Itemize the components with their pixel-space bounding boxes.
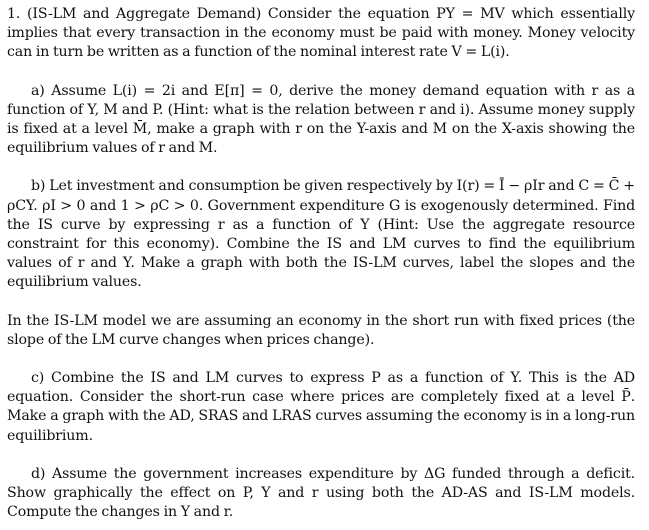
part-a: a) Assume L(i) = 2i and E[π] = 0, derive the money demand equation with r as a function of Y, M and P. (Hint: what is the relation between r and i). Assume money supply is fixed at a level M̄, make a graph with r on the Y-axis and M on the X-axis showing the equilibrium values of r and M. — [7, 82, 635, 157]
islm-note: In the IS-LM model we are assuming an economy in the short run with fixed prices (the slope of the LM curve changes when prices change). — [7, 312, 635, 348]
problem-document — [7, 5, 635, 522]
part-c: c) Combine the IS and LM curves to express P as a function of Y. This is the AD equation. Consider the short-run case where prices are completely fixed at a level P̄. Make a graph with the AD, SRAS and LRAS curves assuming the economy is in a long-run equilibrium. — [7, 370, 635, 444]
part-d: d) Assume the government increases expenditure by ΔG funded through a deficit. Show graphically the effect on P, Y and r using both the AD-AS and IS-LM models. Compute the changes in Y and r. — [7, 465, 635, 521]
problem-intro: 1. (IS-LM and Aggregate Demand) Consider the equation PY = MV which essentially implies that every transaction in the economy must be paid with money. Money velocity can in turn be written as a function of the nominal interest rate V = L(i). — [7, 6, 635, 61]
part-b: b) Let investment and consumption be given respectively by I(r) = Ī − ρIr and C = C̄ + ρCY. ρI > 0 and 1 > ρC > 0. Government expenditure G is exogenously determined. Find the IS curve by expressing r as a function of Y (Hint: Use the aggregate resource constraint for this economy). Combine the IS and LM curves to find the equilibrium values of r and Y. Make a graph with both the IS-LM curves, label the slopes and the equilibrium values. — [7, 178, 635, 291]
